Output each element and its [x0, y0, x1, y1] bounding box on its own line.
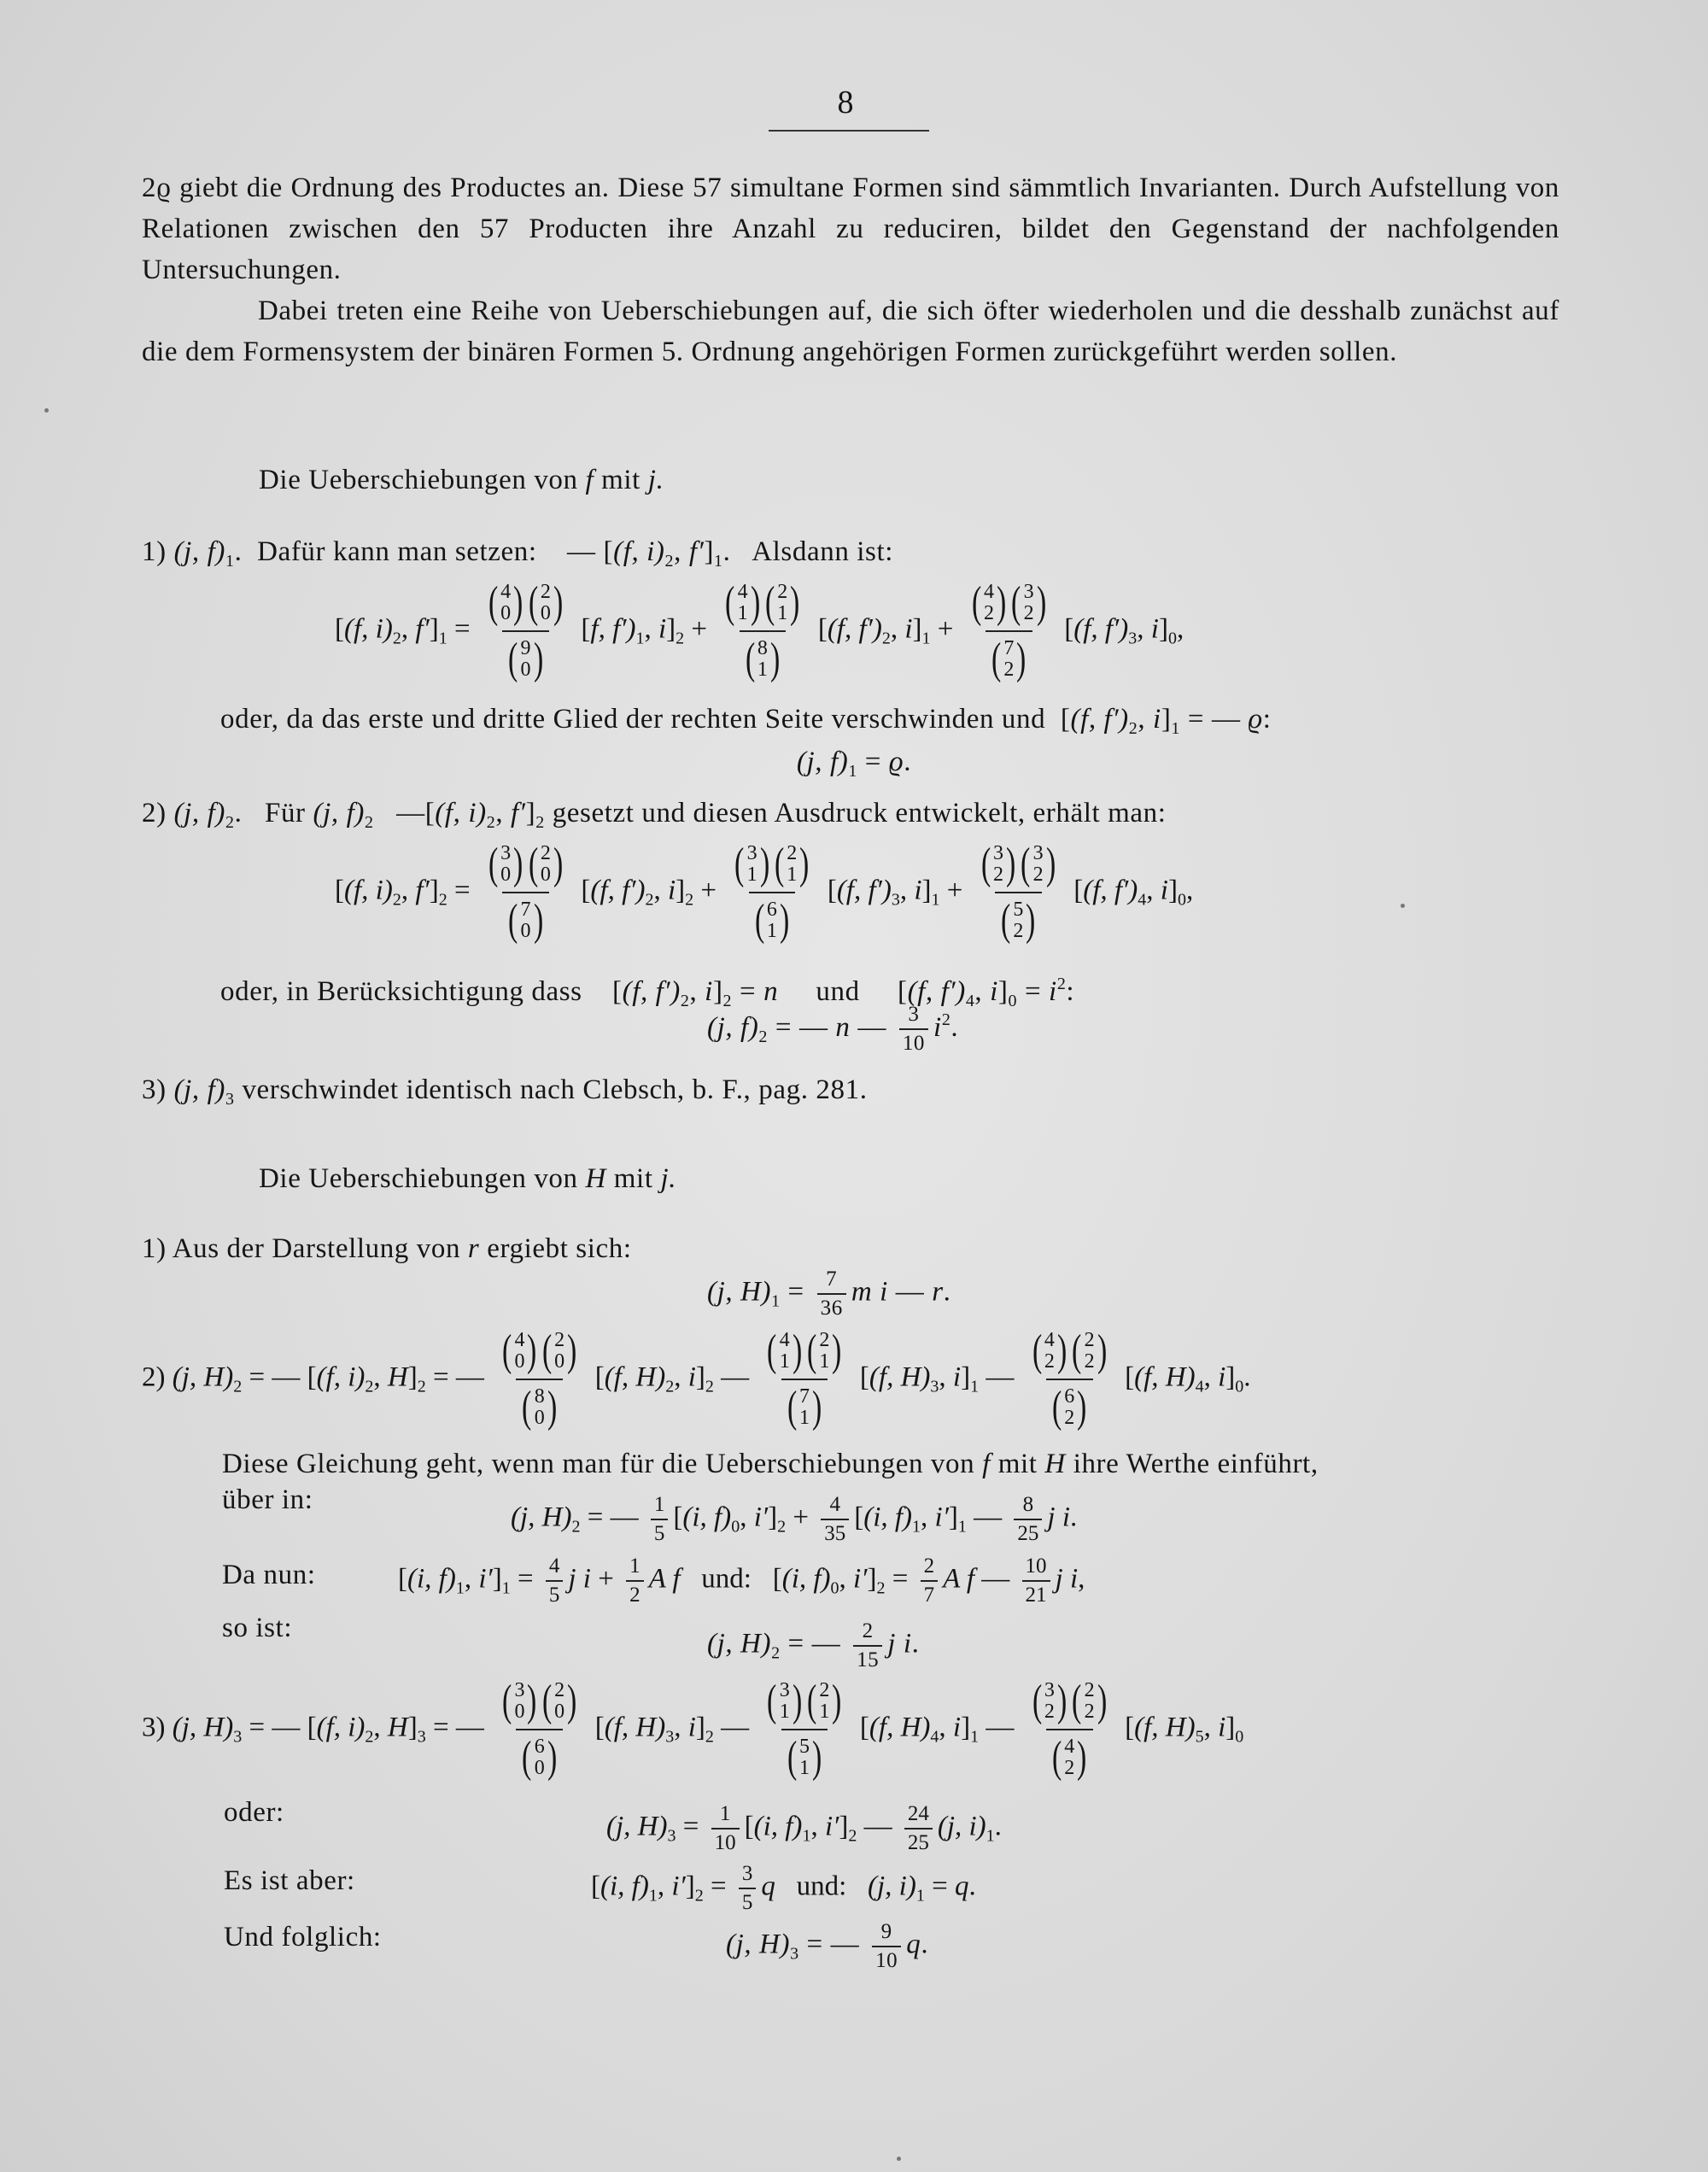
heading-var: f — [585, 465, 594, 495]
heading-text: Die Ueberschiebungen von — [259, 1163, 578, 1194]
item-text-2: Alsdann ist: — [752, 536, 894, 567]
item-number: 2) — [142, 1361, 166, 1393]
item-text-2: gesetzt und diesen Ausdruck entwickelt, erhält man: — [552, 798, 1167, 828]
item-number: 2) — [142, 798, 167, 828]
f-equation-1: [(f, $i)_2$, $f']_1$ = ( 4 0 ) ( 2 0 ) ( 9 0 ) [f, $f')_1$, $i]_2$ + ( 4 1 ) ( 2 1 ) ( 8 1 ) [(f, $f')_2$, $i]_1$ + ( 4 2 ) ( 3 2 ) ( 7 2 ) [(f, $f')_3$, $i]_0$, — [335, 578, 1184, 683]
heading-text-mit: mit — [601, 465, 640, 495]
label-und-folglich: Und folglich: — [224, 1922, 382, 1952]
item-number: 1) — [142, 536, 167, 567]
note-var-f: f — [982, 1449, 991, 1479]
note-text-mit: mit — [997, 1449, 1038, 1479]
h-equation-3: 3) (j, $H)_3$ = — [(f, $i)_2$, $H]_3$ = — ( 3 0 ) ( 2 0 ) ( 6 0 ) [(f, $H)_3$, $i]_2$ — ( 3 1 ) ( 2 1 ) ( 5 1 ) [(f, $H)_4$, $i]_1$ — ( 3 2 ) ( 2 2 ) ( 4 2 ) [(f, $H)_5$, $i]_0$ — [142, 1677, 1244, 1782]
label-und: und: — [701, 1563, 752, 1595]
f-item-2-line: 2) (j, $f)_2$. Für (j, $f)_2$ —[(f, $i)_2$, $f']_2$ gesetzt und diesen Ausdruck entwickelt, erhält man: — [142, 798, 1167, 832]
f-equation-2: [(f, $i)_2$, $f']_2$ = ( 3 0 ) ( 2 0 ) ( 7 0 ) [(f, $f')_2$, $i]_2$ + ( 3 1 ) ( 2 1 ) ( 6 1 ) [(f, $f')_3$, $i]_1$ + ( 3 2 ) ( 3 2 ) ( 5 2 ) [(f, $f')_4$, $i]_0$, — [335, 840, 1194, 945]
page-number: 8 — [837, 85, 854, 120]
label-oder: oder: — [224, 1797, 284, 1828]
h-result-1: (j, $H)_1$ = $\frac{7}{36}$ m i — r. — [707, 1267, 951, 1320]
scan-speck — [897, 2157, 901, 2161]
item-var: r — [467, 1233, 480, 1264]
f-result-2: (j, $f)_2$ = — n — $\frac{3}{10}$ $i^2$. — [707, 1003, 959, 1056]
h-item-2-note — [222, 1445, 1319, 1483]
scan-speck — [44, 408, 49, 413]
heading-var-j: j. — [647, 465, 664, 495]
h-result-3: (j, $H)_3$ = — $\frac{9}{10}$ q. — [726, 1920, 929, 1972]
h-equation-2b: (j, $H)_2$ = — $\frac{1}{5}$ [(i, $f)_0$, $i']_2$ + $\frac{4}{35}$ [(i, $f)_1$, $i']_1$ — $\frac{8}{25}$ j i. — [511, 1493, 1078, 1545]
label-so-ist: so ist: — [222, 1613, 293, 1643]
item-text-2: ergiebt sich: — [487, 1233, 632, 1264]
intro-paragraph-1: 2ϱ giebt die Ordnung des Productes an. Diese 57 simultane Formen sind sämmtlich Invarianten. Durch Aufstellung von Relationen zwischen den 57 Producten ihre Anzahl zu reduciren, bildet den Gegenstand der nachfolgenden Untersuchungen. — [142, 173, 1559, 285]
heading-var: H — [585, 1163, 606, 1194]
section-heading-f — [259, 461, 664, 499]
item-text: Dafür kann man setzen: — [257, 536, 537, 567]
note-var-h: H — [1044, 1449, 1066, 1479]
scan-speck — [1401, 904, 1405, 908]
page-number-rule — [769, 130, 929, 132]
f-item-1-note: oder, da das erste und dritte Glied der rechten Seite verschwinden und [(f, $f')_2$, $i]_1$ = — ϱ: — [220, 704, 1272, 738]
note-text: Diese Gleichung geht, wenn man für die Ueberschiebungen von — [222, 1449, 975, 1479]
f-item-2-note: oder, in Berücksichtigung dass [(f, $f')_2$, $i]_2 = n$ und [(f, $f')_4$, $i]_0 = i^2$: — [220, 975, 1075, 1010]
heading-text: Die Ueberschiebungen von — [259, 465, 578, 495]
f-item-1-line: 1) (j, $f)_1$. Dafür kann man setzen: — [(f, $i)_2$, $f']_1$. Alsdann ist: — [142, 536, 894, 571]
note-text-2: ihre Werthe einführt, — [1073, 1449, 1319, 1479]
heading-var-j: j. — [660, 1163, 677, 1194]
h-equation-3c: [(i, $f)_1$, $i']_2$ = $\frac{3}{5}$ q und: (j, $i)_1 = q$. — [591, 1862, 976, 1914]
h-equation-3b: (j, $H)_3$ = $\frac{1}{10}$ [(i, $f)_1$, $i']_2$ — $\frac{24}{25}$ (j, $i)_1$. — [606, 1802, 1002, 1854]
note-text: oder, da das erste und dritte Glied der rechten Seite verschwinden und — [220, 704, 1046, 735]
h-result-2: (j, $H)_2$ = — $\frac{2}{15}$ j i. — [707, 1619, 920, 1671]
item-text: verschwindet identisch nach Clebsch, b. F., pag. 281. — [242, 1074, 868, 1105]
heading-text-mit: mit — [613, 1163, 653, 1194]
f-result-1: (j, $f)_1 = ϱ$. — [796, 746, 912, 781]
item-number: 3) — [142, 1712, 166, 1743]
label-es-ist-aber: Es ist aber: — [224, 1865, 355, 1896]
item-text: Für — [265, 798, 306, 828]
label-da-nun: Da nun: — [222, 1560, 316, 1590]
h-equation-2: 2) (j, $H)_2$ = — [(f, $i)_2$, $H]_2$ = — ( 4 0 ) ( 2 0 ) ( 8 0 ) [(f, $H)_2$, $i]_2$ — ( 4 1 ) ( 2 1 ) ( 7 1 ) [(f, $H)_3$, $i]_1$ — ( 4 2 ) ( 2 2 ) ( 6 2 ) [(f, $H)_4$, $i]_0$. — [142, 1326, 1251, 1431]
label-und-2: und: — [796, 1870, 847, 1902]
h-item-1-line — [142, 1230, 632, 1267]
h-equation-2c: [(i, $f)_1$, $i']_1$ = $\frac{4}{5}$ j i + $\frac{1}{2}$ A f und: [(i, $f)_0$, $i']_2$ = $\frac{2}{7}$ A f — $\frac{10}{21}$ j i, — [398, 1554, 1085, 1607]
item-text: Aus der Darstellung von — [172, 1233, 461, 1264]
intro-paragraph-2: Dabei treten eine Reihe von Ueberschiebungen auf, die sich öfter wiederholen und die desshalb zunächst auf die dem Formensystem der binären Formen 5. Ordnung angehörigen Formen zurückgeführt werden sollen. — [142, 296, 1559, 367]
label-ueber-in: über in: — [222, 1484, 313, 1515]
item-number: 1) — [142, 1233, 167, 1264]
note-text: oder, in Berücksichtigung dass — [220, 976, 582, 1007]
note-text-und: und — [816, 976, 860, 1007]
f-item-3-line: 3) (j, $f)_3$ verschwindet identisch nach Clebsch, b. F., pag. 281. — [142, 1074, 868, 1109]
section-heading-h — [259, 1160, 676, 1197]
item-number: 3) — [142, 1074, 167, 1105]
